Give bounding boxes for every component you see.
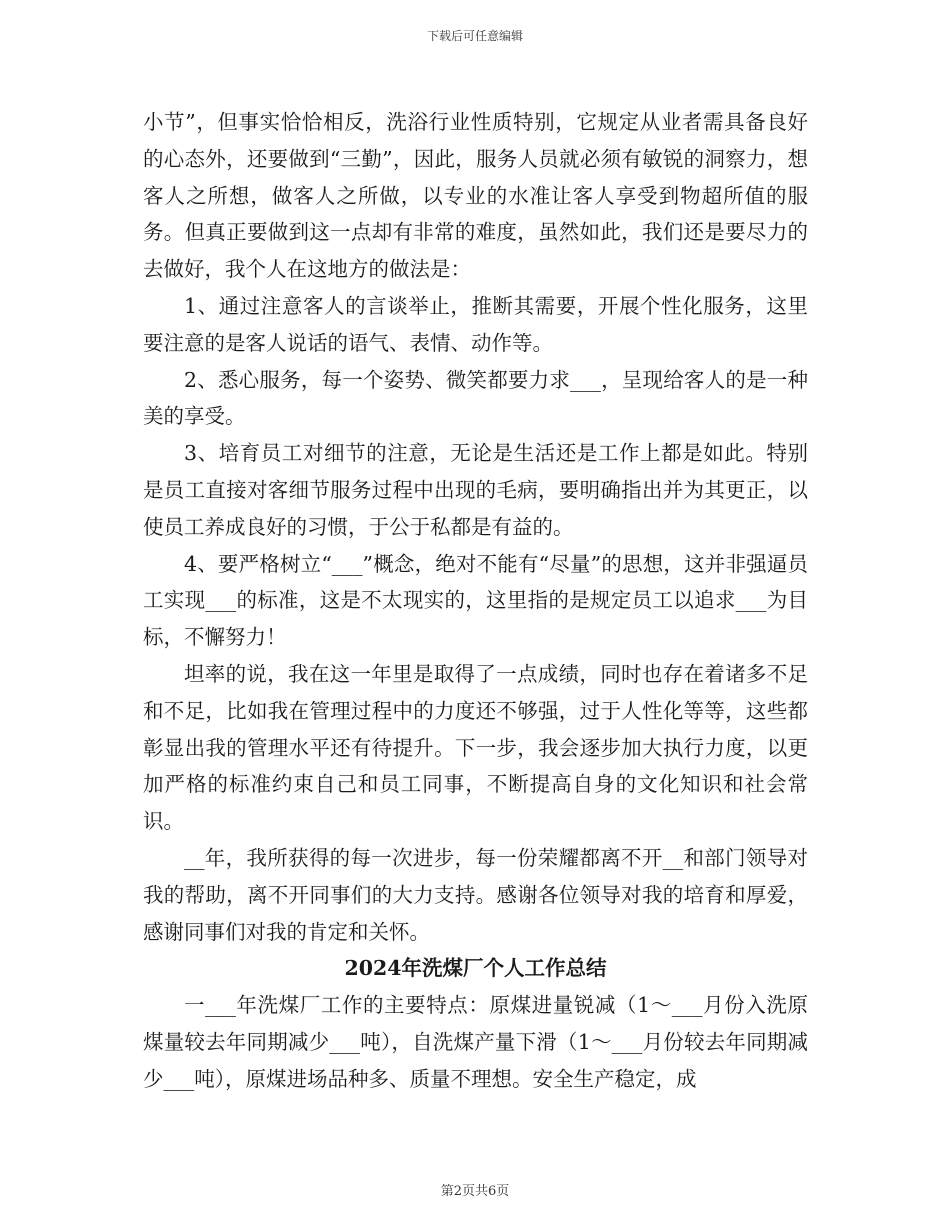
document-body — [143, 104, 808, 1098]
paragraph-continuation: 小节”，但事实恰恰相反，洗浴行业性质特别，它规定从业者需具备良好的心态外，还要做到“三勤”，因此，服务人员就必须有敏锐的洞察力，想客人之所想，做客人之所做，以专业的水准让客人享受到物超所值的服务。但真正要做到这一点却有非常的难度，虽然如此，我们还是要尽力的去做好，我个人在这地方的做法是： — [143, 110, 808, 282]
section-title: 2024年洗煤厂个人工作总结 — [344, 956, 607, 981]
paragraph-reflection: 坦率的说，我在这一年里是取得了一点成绩，同时也存在着诸多不足和不足，比如我在管理过程中的力度还不够强，过于人性化等等，这些都彰显出我的管理水平还有待提升。下一步，我会逐步加大执行力度，以更加严格的标准约束自己和员工同事，不断提高自身的文化知识和社会常识。 — [143, 661, 808, 834]
paragraph-item-3: 3、培育员工对细节的注意，无论是生活还是工作上都是如此。特别是员工直接对客细节服务过程中出现的毛病，要明确指出并为其更正，以使员工养成良好的习惯，于公于私都是有益的。 — [143, 441, 808, 539]
page-footer: 第2页共6页 — [440, 1184, 510, 1199]
page-header: 下载后可任意编辑 — [426, 29, 523, 43]
paragraph-item-2: 2、悉心服务，每一个姿势、微笑都要力求___，呈现给客人的是一种美的享受。 — [143, 367, 808, 429]
paragraph-section-intro: 一___年洗煤厂工作的主要特点：原煤进量锐减（1～___月份入洗原煤量较去年同期减少___吨），自洗煤产量下滑（1～___月份较去年同期减少___吨），原煤进场品种多、质量不理想。安全生产稳定，成 — [143, 993, 808, 1091]
paragraph-item-1: 1、通过注意客人的言谈举止，推断其需要，开展个性化服务，这里要注意的是客人说话的语气、表情、动作等。 — [143, 293, 808, 355]
paragraph-item-4: 4、要严格树立“___”概念，绝对不能有“尽量”的思想，这并非强逼员工实现___的标准，这是不太现实的，这里指的是规定员工以追求___为目标，不懈努力！ — [143, 551, 808, 650]
paragraph-thanks: __年，我所获得的每一次进步，每一份荣耀都离不开__和部门领导对我的帮助，离不开同事们的大力支持。感谢各位领导对我的培育和厚爱，感谢同事们对我的肯定和关怀。 — [143, 845, 808, 944]
